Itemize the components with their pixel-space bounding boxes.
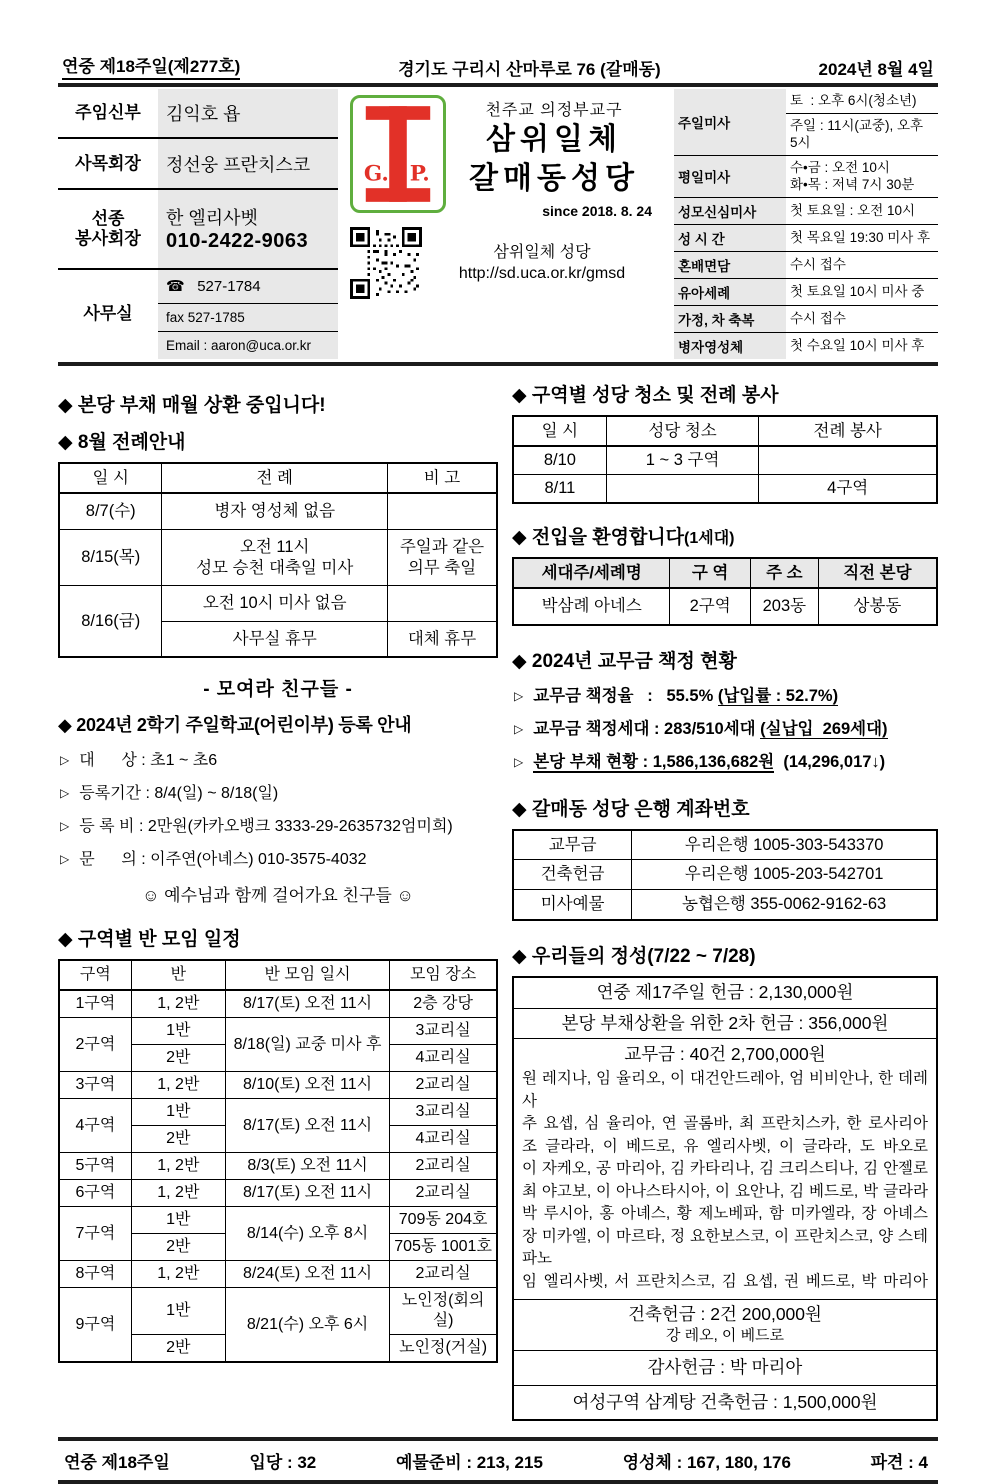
- table-row: 혼배면담 수시 접수: [674, 251, 938, 278]
- footer-dismissal-hymn: 파견 : 4: [870, 1453, 928, 1473]
- zone-meeting-title: ◆ 구역별 반 모임 일정: [58, 929, 241, 951]
- table-row: 5구역 1, 2반 8/3(토) 오전 11시 2교리실: [59, 1153, 497, 1180]
- fund-item: ▷ 교무금 책정세대 : 283/510세대 (실납입 269세대): [514, 719, 888, 738]
- fund-item: ▷ 본당 부채 현황 : 1,586,136,682원 (14,296,017↓): [514, 752, 886, 771]
- church-url: http://sd.uca.or.kr/gmsd: [458, 265, 626, 283]
- triangle-bullet-icon: ▷: [60, 753, 70, 768]
- offering-title: ◆ 우리들의 정성(7/22 ~ 7/28): [512, 945, 756, 967]
- council-chair-label: 사목회장: [58, 138, 158, 189]
- table-row: [513, 1300, 937, 1351]
- tithe-cell: 교무금 : 40건 2,700,000원 원 레지나, 임 율리오, 이 대건안드레아, 엄 비비안나, 한 데레사 추 요셉, 심 율리아, 연 골롬바, 최 프란치스카, 한 로사리아 조 글라라, 이 베드로, 유 엘리사벳, 이 글라라, 도 바오로 이 자케오, 공 마리아, 김 카타리나, 김 크리스티나, 김 안젤로 최 야고보, 이 아나스타시아, 이 요안나, 김 베드로, 박 글라라 박 루시아, 홍 아녜스, 황 제노베파, 함 미카엘라, 장 아녜스 장 미카엘, 이 마르타, 정 요한보스코, 이 프란치스코, 양 스테파노 임 엘리사벳, 서 프란치스코, 김 요셉, 권 베드로, 박 마리아: [513, 1039, 937, 1300]
- church-name-line2: 갈매동성당: [469, 161, 639, 195]
- footer: [58, 1437, 938, 1484]
- issue-date: 2024년 8월 4일: [818, 60, 934, 79]
- table-row: 8/15(목) 오전 11시 성모 승천 대축일 미사 주일과 같은 의무 축일: [59, 529, 497, 585]
- qr-code: [350, 227, 422, 299]
- table-row: 사무실 휴무 대체 휴무: [59, 621, 497, 657]
- august-liturgy-title: ◆ 8월 전례안내: [58, 431, 186, 453]
- divider: [58, 362, 938, 366]
- mass-schedule-table: [674, 89, 938, 359]
- funeral-chair-label: 선종 봉사회장: [58, 189, 158, 269]
- building-donors: 강 레오, 이 베드로: [665, 1326, 785, 1344]
- funeral-chair-info: 한 엘리사벳 010-2422-9063: [158, 189, 338, 269]
- table-row: 9구역 1반 8/21(수) 오후 6시 노인정(회의실): [59, 1288, 497, 1335]
- right-column: [512, 380, 938, 1422]
- office-fax: fax 527-1785: [158, 304, 338, 332]
- table-row: [513, 1350, 937, 1385]
- table-row: [58, 89, 338, 138]
- school-item: ▷ 등 록 비 : 2만원(카카오뱅크 3333-29-2635732엄미희): [60, 818, 453, 836]
- council-chair-name: 정선웅 프란치스코: [158, 138, 338, 189]
- table-row: 7구역 1반 8/14(수) 오후 8시 709동 204호: [59, 1207, 497, 1234]
- table-row: 교무금 우리은행 1005-303-543370: [513, 830, 937, 860]
- table-header-row: 세대주/세례명 구 역 주 소 직전 본당: [513, 558, 937, 589]
- account-number: 우리은행 1005-203-542701: [632, 860, 937, 890]
- table-row: [513, 1008, 937, 1039]
- contact-info-table: [58, 89, 338, 359]
- table-header-row: 일 시 성당 청소 전례 봉사: [513, 416, 937, 447]
- table-row: 유아세례 첫 토요일 10시 미사 중: [674, 278, 938, 305]
- church-address: 경기도 구리시 산마루로 76 (갈매동): [398, 60, 661, 79]
- masthead: [58, 87, 938, 362]
- table-row: 성 시 간 첫 목요일 19:30 미사 후: [674, 224, 938, 251]
- table-row: 8/11 4구역: [513, 474, 937, 502]
- offering-table: [512, 976, 938, 1422]
- women-zone-offering: 여성구역 삼계탕 건축헌금 : 1,500,000원: [513, 1385, 937, 1420]
- footer-communion-hymn: 영성체 : 167, 180, 176: [622, 1453, 791, 1473]
- school-slogan: ☺ 예수님과 함께 걸어가요 친구들 ☺: [142, 886, 414, 906]
- account-number: 우리은행 1005-303-543370: [632, 830, 937, 860]
- triangle-bullet-icon: ▷: [60, 819, 70, 834]
- divider: [58, 1480, 938, 1484]
- table-header-row: 구역 반 반 모임 일시 모임 장소: [59, 960, 497, 990]
- funeral-chair-phone: 010-2422-9063: [166, 230, 309, 253]
- left-column: [58, 380, 498, 1422]
- building-offering-cell: 건축헌금 : 2건 200,000원 강 레오, 이 베드로: [513, 1300, 937, 1351]
- svg-text:G.: G.: [363, 161, 389, 187]
- table-row: 1구역 1, 2반 8/17(토) 오전 11시 2층 강당: [59, 990, 497, 1018]
- office-label: 사무실: [58, 269, 158, 359]
- qr-caption: 삼위일체 성당: [493, 243, 591, 261]
- weekday-mass-label: 평일미사: [674, 155, 786, 197]
- school-item: ▷ 문 의 : 이주연(아녜스) 010-3575-4032: [60, 851, 367, 869]
- sunday-offering: 연중 제17주일 헌금 : 2,130,000원: [513, 977, 937, 1008]
- table-row: 성모신심미사 첫 토요일 : 오전 10시: [674, 197, 938, 224]
- triangle-bullet-icon: ▷: [60, 852, 70, 867]
- table-row: 박삼례 아네스 2구역 203동 상봉동: [513, 588, 937, 625]
- table-row: [513, 977, 937, 1008]
- table-row: 4구역 1반 8/17(토) 오전 11시 3교리실: [59, 1099, 497, 1126]
- table-row: 2반 노인정(거실): [59, 1335, 497, 1363]
- zone-meeting-table: [58, 959, 498, 1363]
- table-row: 2반 705동 1001호: [59, 1234, 497, 1261]
- table-row: 가정, 차 축복 수시 접수: [674, 305, 938, 332]
- table-row: 8/10 1 ~ 3 구역: [513, 446, 937, 474]
- table-row: [58, 269, 338, 304]
- table-header-row: 일 시 전 례 비 고: [59, 463, 497, 494]
- debt-notice-title: ◆ 본당 부채 매월 상환 중입니다!: [58, 394, 326, 416]
- table-row: 미사예물 농협은행 355-0062-9162-63: [513, 890, 937, 920]
- bank-account-title: ◆ 갈매동 성당 은행 계좌번호: [512, 798, 750, 820]
- pastor-name: 김익호 욥: [158, 89, 338, 138]
- issue-number: 연중 제18주일(제277호): [62, 52, 240, 80]
- issue-bar: [58, 52, 938, 83]
- table-row: 주일 : 11시(교중), 오후 5시: [674, 113, 938, 155]
- table-row: 6구역 1, 2반 8/17(토) 오전 11시 2교리실: [59, 1180, 497, 1207]
- bank-account-table: [512, 829, 938, 921]
- table-row: 8/7(수) 병자 영성체 없음: [59, 493, 497, 529]
- table-row: 주일미사 토 : 오후 6시(청소년): [674, 89, 938, 113]
- sunday-school-title: ◆ 2024년 2학기 주일학교(어린이부) 등록 안내: [58, 715, 412, 736]
- table-row: 8구역 1, 2반 8/24(토) 오전 11시 2교리실: [59, 1261, 497, 1288]
- welcome-title: ◆ 전입을 환영합니다(1세대): [512, 526, 735, 548]
- diocese-name: 천주교 의정부교구: [485, 102, 623, 119]
- sunday-mass-label: 주일미사: [674, 89, 786, 155]
- fund-item: ▷ 교무금 책정율 : 55.5% (납입률 : 52.7%): [514, 686, 839, 705]
- triangle-bullet-icon: ▷: [514, 688, 524, 703]
- thanks-offering: 감사헌금 : 박 마리아: [513, 1350, 937, 1385]
- since-date: since 2018. 8. 24: [542, 203, 652, 220]
- table-row: 8/16(금) 오전 10시 미사 없음: [59, 586, 497, 622]
- church-name-line1: 삼위일체: [486, 123, 622, 156]
- cleaning-table: [512, 415, 938, 504]
- footer-entrance-hymn: 입당 : 32: [249, 1453, 317, 1473]
- school-item: ▷ 등록기간 : 8/4(일) ~ 8/18(일): [60, 785, 279, 803]
- triangle-bullet-icon: ▷: [514, 721, 524, 736]
- tithe-donors: 원 레지나, 임 율리오, 이 대건안드레아, 엄 비비안나, 한 데레사 추 요셉, 심 율리아, 연 골롬바, 최 프란치스카, 한 로사리아 조 글라라, 이 베드로, 유 엘리사벳, 이 글라라, 도 바오로 이 자케오, 공 마리아, 김 카타리나, 김 크리스티나, 김 안젤로 최 야고보, 이 아나스타시아, 이 요안나, 김 베드로, 박 글라라 박 루시아, 홍 아녜스, 황 제노베파, 함 미카엘라, 장 아녜스 장 미카엘, 이 마르타, 정 요한보스코, 이 프란치스코, 양 스테파노 임 엘리사벳, 서 프란치스코, 김 요셉, 권 베드로, 박 마리아: [522, 1070, 928, 1290]
- church-brand: [338, 89, 668, 359]
- account-number: 농협은행 355-0062-9162-63: [632, 890, 937, 920]
- footer-sunday-title: 연중 제18주일: [64, 1453, 170, 1473]
- table-row: 2반 4교리실: [59, 1045, 497, 1072]
- pastor-label: 주임신부: [75, 103, 141, 123]
- welcome-table: [512, 557, 938, 626]
- triangle-bullet-icon: ▷: [60, 786, 70, 801]
- table-row: [58, 138, 338, 189]
- triangle-bullet-icon: ▷: [514, 754, 524, 769]
- table-row: 2구역 1반 8/18(일) 교중 미사 후 3교리실: [59, 1018, 497, 1045]
- table-row: 3구역 1, 2반 8/10(토) 오전 11시 2교리실: [59, 1072, 497, 1099]
- phone-icon: ☎: [166, 278, 185, 296]
- table-row: [58, 189, 338, 269]
- svg-text:P.: P.: [409, 161, 430, 187]
- fund-status-title: ◆ 2024년 교무금 책정 현황: [512, 650, 737, 672]
- august-liturgy-table: [58, 462, 498, 659]
- office-email: Email : aaron@uca.or.kr: [158, 331, 338, 358]
- table-row: 2반 4교리실: [59, 1126, 497, 1153]
- footer-offertory-hymn: 예물준비 : 213, 215: [395, 1453, 543, 1473]
- school-item: ▷ 대 상 : 초1 ~ 초6: [60, 752, 218, 770]
- table-row: 병자영성체 첫 수요일 10시 미사 후: [674, 332, 938, 359]
- office-phone: ☎ 527-1784: [158, 269, 338, 304]
- church-logo: [350, 95, 446, 213]
- table-row: 평일미사 수•금 : 오전 10시 화•목 : 저녁 7시 30분: [674, 155, 938, 197]
- ibeam-cross-icon: [357, 102, 439, 206]
- cleaning-title: ◆ 구역별 성당 청소 및 전례 봉사: [512, 384, 779, 406]
- table-row: [513, 1039, 937, 1300]
- friends-banner: - 모여라 친구들 -: [203, 679, 353, 701]
- debt-offering: 본당 부채상환을 위한 2차 헌금 : 356,000원: [513, 1008, 937, 1039]
- table-row: 건축헌금 우리은행 1005-203-542701: [513, 860, 937, 890]
